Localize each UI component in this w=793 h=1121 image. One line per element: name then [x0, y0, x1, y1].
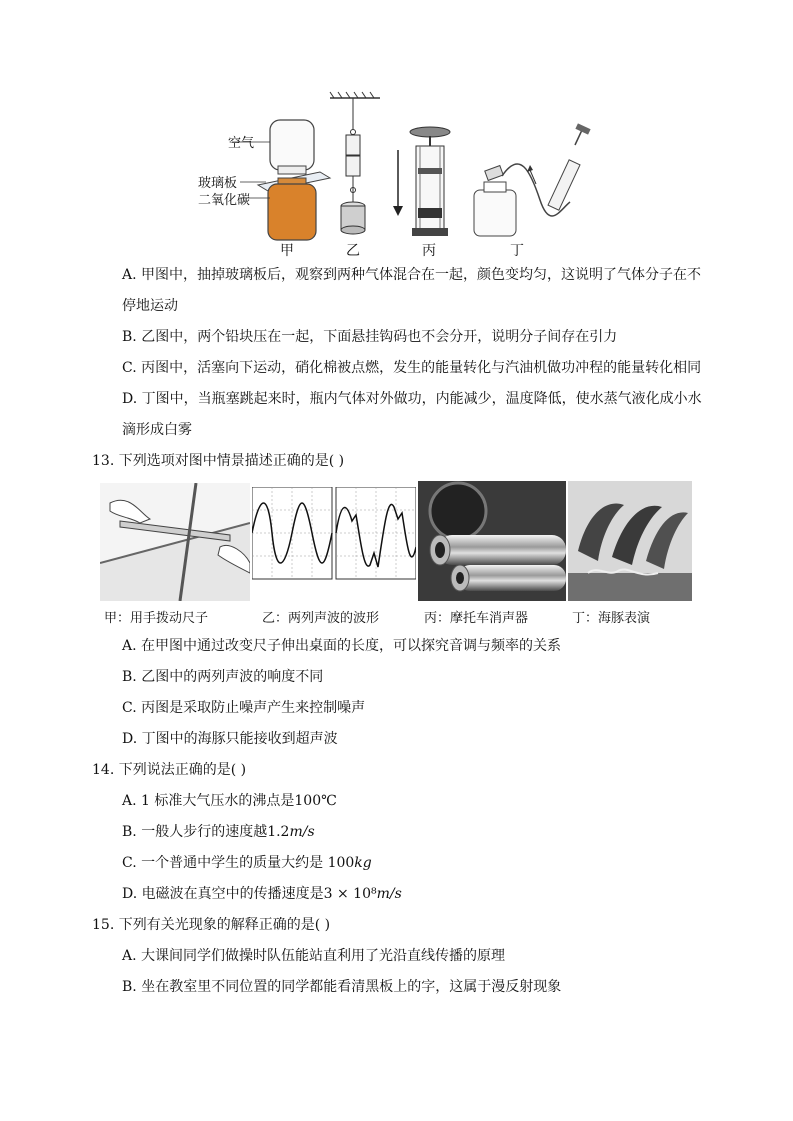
- option-letter: B.: [122, 824, 137, 840]
- question-number: 15.: [92, 917, 115, 933]
- option-letter: C.: [122, 700, 137, 716]
- option-letter: C.: [122, 855, 137, 871]
- option-letter: A.: [122, 793, 137, 809]
- q13-option-b: [122, 668, 323, 686]
- caption-dolphins: 丁：海豚表演: [572, 611, 651, 626]
- caption-bing: 丙: [422, 243, 436, 259]
- label-air: 空气: [228, 136, 255, 151]
- q12-option-a-cont: 停地运动: [122, 298, 178, 314]
- label-glass-plate: 玻璃板: [198, 176, 238, 191]
- option-letter: B.: [122, 979, 137, 995]
- caption-yi: 乙: [346, 243, 360, 259]
- option-letter: B.: [122, 669, 137, 685]
- option-text: 乙图中的两列声波的响度不同: [141, 669, 324, 685]
- q12-option-d-cont: 滴形成白雾: [122, 422, 192, 438]
- option-unit: m/s: [376, 886, 402, 902]
- option-letter: B.: [122, 329, 137, 345]
- option-letter: C.: [122, 360, 137, 376]
- q12-option-a: [122, 266, 701, 284]
- q14-option-d: [122, 885, 402, 903]
- q14-option-c: [122, 854, 372, 872]
- option-text: 坐在教室里不同位置的同学都能看清黑板上的字，这属于漫反射现象: [141, 979, 562, 995]
- option-unit: kg: [354, 855, 372, 871]
- caption-jia: 甲: [280, 243, 294, 259]
- q15-option-a: [122, 947, 505, 965]
- option-text: 丙图是采取防止噪声产生来控制噪声: [141, 700, 366, 716]
- option-letter: A.: [122, 267, 137, 283]
- q13-option-a: [122, 637, 561, 655]
- q13-option-c: [122, 699, 365, 717]
- bottle-pump: [474, 123, 591, 236]
- option-letter: D.: [122, 391, 138, 407]
- option-letter: D.: [122, 886, 138, 902]
- label-co2: 二氧化碳: [198, 193, 251, 208]
- option-text: 电磁波在真空中的传播速度是: [141, 886, 324, 902]
- lead-blocks: [330, 92, 380, 234]
- caption-ruler: 甲：用手拨动尺子: [104, 611, 209, 626]
- option-letter: A.: [122, 948, 137, 964]
- q13-stem: [92, 452, 344, 470]
- option-text: 一般人步行的速度越: [141, 824, 268, 840]
- photo-motorcycle-muffler: [418, 481, 566, 601]
- option-letter: A.: [122, 638, 137, 654]
- photo-dolphins: [568, 481, 692, 601]
- photo-waveforms: [252, 487, 416, 583]
- caption-ding: 丁: [510, 243, 524, 259]
- option-text: 1 标准大气压水的沸点是: [141, 793, 295, 809]
- q14-option-b: [122, 823, 315, 841]
- compression-tube: [393, 127, 450, 236]
- option-text: 丙图中，活塞向下运动，硝化棉被点燃，发生的能量转化与汽油机做功冲程的能量转化相同: [141, 360, 702, 376]
- option-text: 大课间同学们做操时队伍能站直利用了光沿直线传播的原理: [141, 948, 506, 964]
- question-stem: 下列说法正确的是( ): [118, 762, 247, 778]
- q14-option-a: [122, 792, 337, 810]
- option-text: 在甲图中通过改变尺子伸出桌面的长度，可以探究音调与频率的关系: [141, 638, 562, 654]
- option-text: 一个普通中学生的质量大约是 100: [141, 855, 355, 871]
- question-number: 14.: [92, 762, 115, 778]
- caption-muffler: 丙：摩托车消声器: [424, 611, 529, 626]
- question-stem: 下列选项对图中情景描述正确的是( ): [118, 453, 345, 469]
- apparatus-drawing: [190, 90, 610, 260]
- q15-stem: [92, 916, 330, 934]
- q12-option-c: [122, 359, 701, 377]
- option-number: 1.2: [267, 824, 290, 840]
- jar-air: [270, 120, 314, 174]
- waveform-drawing: [252, 487, 416, 583]
- question-number: 13.: [92, 453, 115, 469]
- option-text: 甲图中，抽掉玻璃板后，观察到两种气体混合在一起，颜色变均匀，这说明了气体分子在不: [141, 267, 702, 283]
- option-number: 3 × 10⁸: [323, 886, 377, 902]
- caption-waveforms: 乙：两列声波的波形: [262, 611, 380, 626]
- option-unit: m/s: [289, 824, 315, 840]
- option-text: 丁图中的海豚只能接收到超声波: [141, 731, 338, 747]
- option-number: 100℃: [294, 793, 337, 809]
- question-stem: 下列有关光现象的解释正确的是( ): [118, 917, 331, 933]
- q12-option-d: [122, 390, 702, 408]
- option-text: 丁图中，当瓶塞跳起来时，瓶内气体对外做功，内能减少，温度降低，使水蒸气液化成小水: [141, 391, 702, 407]
- q13-option-d: [122, 730, 338, 748]
- photo-ruler: [100, 483, 250, 601]
- figure-apparatus: [190, 90, 610, 260]
- option-text: 乙图中，两个铅块压在一起，下面悬挂钩码也不会分开，说明分子间存在引力: [141, 329, 618, 345]
- option-letter: D.: [122, 731, 138, 747]
- jar-co2: [268, 178, 316, 240]
- q15-option-b: [122, 978, 561, 996]
- q14-stem: [92, 761, 246, 779]
- q12-option-b: [122, 328, 617, 346]
